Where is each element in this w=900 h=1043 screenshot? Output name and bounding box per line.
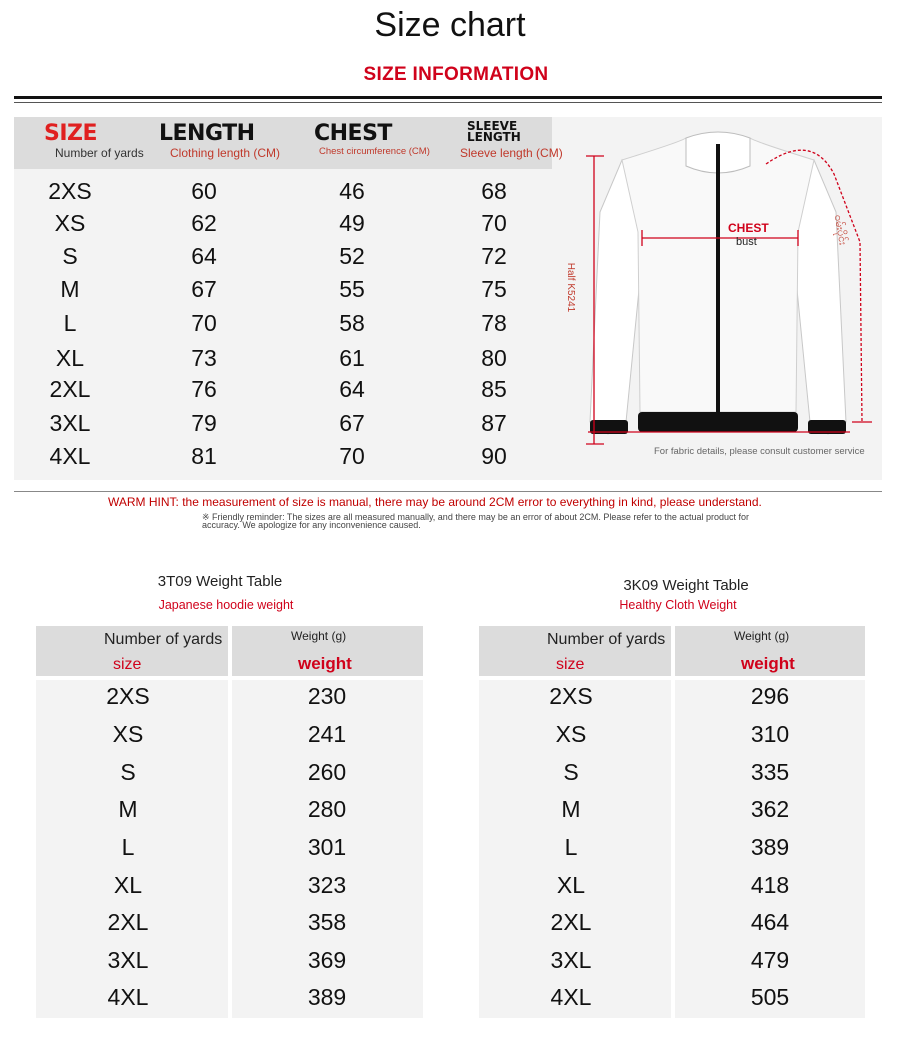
size-table-cell: 60 xyxy=(191,178,217,204)
weight-table-right-col1-label: Number of yards xyxy=(547,631,666,648)
size-table-cell: 4XL xyxy=(49,443,91,469)
weight-size-cell: XL xyxy=(113,872,143,898)
weight-value-cell: 418 xyxy=(750,872,790,898)
chest-column-subtitle: Chest circumference (CM) xyxy=(319,146,430,157)
weight-table-left-col1-red: size xyxy=(113,656,142,673)
weight-table-right-title: 3K09 Weight Table xyxy=(623,577,749,594)
size-table-cell: 70 xyxy=(191,310,217,336)
sleeve-measure-label: ဝမ်းပိုင်း xyxy=(831,213,849,246)
weight-value-cell: 389 xyxy=(750,834,790,860)
sleeve-column-subtitle: Sleeve length (CM) xyxy=(460,146,563,160)
size-table-cell: 79 xyxy=(191,410,217,436)
size-table-cell: 2XL xyxy=(49,376,91,402)
weight-size-cell: M xyxy=(561,796,581,822)
weight-size-cell: S xyxy=(563,759,579,785)
weight-size-cell: XL xyxy=(556,872,586,898)
length-column-title: LENGTH xyxy=(159,121,255,146)
weight-value-cell: 479 xyxy=(750,947,790,973)
size-table-cell: 67 xyxy=(191,276,217,302)
weight-value-cell: 464 xyxy=(750,909,790,935)
weight-size-cell: 2XS xyxy=(549,683,593,709)
weight-value-cell: 280 xyxy=(307,796,347,822)
size-table-cell: 73 xyxy=(191,345,217,371)
chest-column-title: CHEST xyxy=(314,121,392,146)
weight-value-cell: 241 xyxy=(307,721,347,747)
weight-value-cell: 335 xyxy=(750,759,790,785)
chest-measure-label: CHEST xyxy=(728,221,769,235)
weight-table-right-col2-red: weight xyxy=(741,654,795,673)
sleeve-title-line2: LENGTH xyxy=(467,130,521,144)
size-table-cell: 2XS xyxy=(48,178,92,204)
size-table-cell: 80 xyxy=(481,345,507,371)
weight-value-cell: 260 xyxy=(307,759,347,785)
size-table-cell: 87 xyxy=(481,410,507,436)
weight-size-cell: 3XL xyxy=(107,947,149,973)
weight-table-left-subtitle: Japanese hoodie weight xyxy=(158,598,294,612)
size-table-cell: 67 xyxy=(339,410,365,436)
size-table-cell: L xyxy=(63,310,77,336)
weight-table-left-col2-label: Weight (g) xyxy=(291,629,347,643)
weight-size-cell: 4XL xyxy=(550,984,592,1010)
weight-size-cell: XS xyxy=(555,721,587,747)
weight-value-cell: 301 xyxy=(307,834,347,860)
size-table-cell: XL xyxy=(55,345,85,371)
size-table-cell: 49 xyxy=(339,210,365,236)
weight-size-cell: 3XL xyxy=(550,947,592,973)
size-table-cell: 76 xyxy=(191,376,217,402)
size-table-cell: 78 xyxy=(481,310,507,336)
weight-size-cell: 2XL xyxy=(107,909,149,935)
size-table-cell: XS xyxy=(54,210,86,236)
size-table-cell: 64 xyxy=(191,243,217,269)
size-table-cell: M xyxy=(60,276,80,302)
weight-value-cell: 358 xyxy=(307,909,347,935)
weight-value-cell: 505 xyxy=(750,984,790,1010)
weight-value-cell: 323 xyxy=(307,872,347,898)
size-table-cell: 52 xyxy=(339,243,365,269)
weight-size-cell: XS xyxy=(112,721,144,747)
divider-mid xyxy=(14,491,882,492)
size-table-cell: 70 xyxy=(339,443,365,469)
size-column-subtitle: Number of yards xyxy=(55,146,144,160)
divider-thick xyxy=(14,96,882,99)
weight-value-cell: 310 xyxy=(750,721,790,747)
size-table-cell: 75 xyxy=(481,276,507,302)
jacket-diagram xyxy=(560,122,882,462)
section-subtitle: SIZE INFORMATION xyxy=(363,64,549,85)
weight-size-cell: 2XL xyxy=(550,909,592,935)
size-table-cell: 64 xyxy=(339,376,365,402)
size-table-cell: 70 xyxy=(481,210,507,236)
weight-table-right-col2-label: Weight (g) xyxy=(734,629,790,643)
sleeve-column-title xyxy=(467,119,521,144)
length-column-subtitle: Clothing length (CM) xyxy=(170,146,281,160)
weight-table-left-col1-label: Number of yards xyxy=(104,631,223,648)
size-table-cell: 85 xyxy=(481,376,507,402)
weight-size-cell: L xyxy=(564,834,578,860)
chest-measure-sublabel: bust xyxy=(736,236,757,248)
weight-size-cell: 2XS xyxy=(106,683,150,709)
weight-table-right-header-divider xyxy=(479,676,865,680)
size-table-cell: 46 xyxy=(339,178,365,204)
weight-size-cell: M xyxy=(118,796,138,822)
size-table-cell: 61 xyxy=(339,345,365,371)
weight-table-left-column-divider xyxy=(228,626,232,1018)
weight-size-cell: 4XL xyxy=(107,984,149,1010)
page-title: Size chart xyxy=(374,6,526,44)
weight-size-cell: L xyxy=(121,834,135,860)
length-measure-label: Half K5241 xyxy=(565,262,577,313)
sleeve-title-line1: SLEEVE xyxy=(467,119,518,133)
weight-value-cell: 389 xyxy=(307,984,347,1010)
weight-table-left-header-divider xyxy=(36,676,423,680)
size-table-cell: 81 xyxy=(191,443,217,469)
size-table-cell: 72 xyxy=(481,243,507,269)
size-table-cell: 55 xyxy=(339,276,365,302)
fabric-note: For fabric details, please consult customer service xyxy=(654,446,865,457)
jacket-illustration xyxy=(560,122,882,462)
divider-thin xyxy=(14,102,882,103)
weight-value-cell: 362 xyxy=(750,796,790,822)
size-table-cell: 62 xyxy=(191,210,217,236)
weight-table-right-subtitle: Healthy Cloth Weight xyxy=(619,598,737,612)
weight-table-left-title: 3T09 Weight Table xyxy=(157,573,283,590)
size-table-cell: 3XL xyxy=(49,410,91,436)
size-table-cell: 90 xyxy=(481,443,507,469)
size-table-cell: 68 xyxy=(481,178,507,204)
size-table-cell: 58 xyxy=(339,310,365,336)
weight-size-cell: S xyxy=(120,759,136,785)
size-table-cell: S xyxy=(62,243,78,269)
reminder-line-2: accuracy. We apologize for any inconvenience caused. xyxy=(202,520,421,530)
weight-value-cell: 230 xyxy=(307,683,347,709)
reminder-line-1: ※ Friendly reminder: The sizes are all measured manually, and there may be an error of about 2CM. Please refer to the actual product for xyxy=(202,512,749,522)
warm-hint: WARM HINT: the measurement of size is manual, there may be around 2CM error to everything in kind, please understand. xyxy=(108,495,762,509)
size-column-title: SIZE xyxy=(44,121,98,146)
weight-table-left-col2-red: weight xyxy=(298,654,352,673)
weight-value-cell: 369 xyxy=(307,947,347,973)
weight-value-cell: 296 xyxy=(750,683,790,709)
weight-table-right-col1-red: size xyxy=(556,656,585,673)
weight-table-right-column-divider xyxy=(671,626,675,1018)
